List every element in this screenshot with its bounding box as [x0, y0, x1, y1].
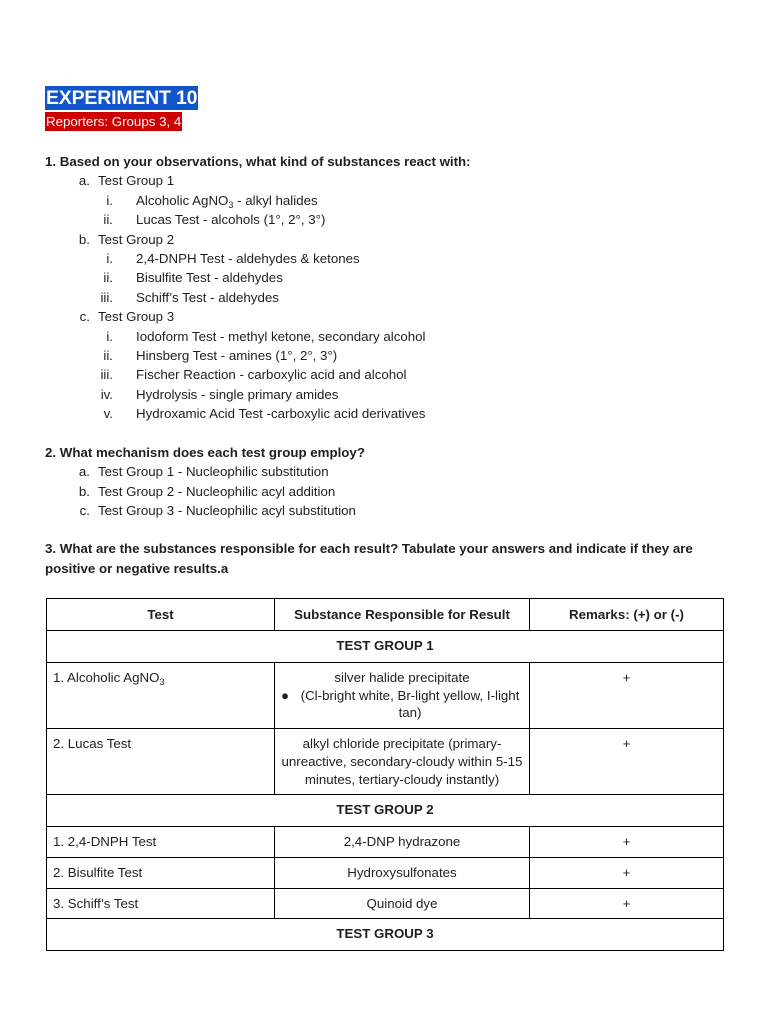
sub-list-text: Hinsberg Test - amines (1°, 2°, 3°) — [136, 348, 338, 364]
list-item-text: Test Group 1 - Nucleophilic substitution — [98, 464, 329, 480]
sub-list-text — [113, 191, 318, 210]
sub-list-text: 2,4-DNPH Test - aldehydes & ketones — [136, 251, 360, 267]
list-marker: ii. — [103, 212, 113, 228]
sub-list-item — [45, 191, 725, 210]
list-marker: c. — [79, 502, 90, 518]
sub-list-text: Hydroxamic Acid Test -carboxylic acid derivatives — [136, 406, 426, 422]
group-label: TEST GROUP 3 — [47, 919, 724, 951]
substance-detail: (Cl-bright white, Br-light yellow, I-light tan) — [300, 687, 520, 721]
list-item-label: Test Group 2 — [98, 231, 175, 247]
list-marker: a. — [78, 464, 90, 480]
list-marker: b. — [78, 231, 90, 247]
list-item-group-2 — [45, 230, 725, 249]
sub-list-text: Lucas Test - alcohols (1°, 2°, 3°) — [136, 212, 326, 228]
group-header-row — [47, 795, 724, 827]
sub-list-item — [45, 385, 725, 404]
substance-cell: 2,4-DNP hydrazone — [275, 827, 530, 858]
test-cell: 2. Lucas Test — [47, 729, 275, 795]
list-marker: iv. — [100, 386, 113, 402]
list-item-text: Test Group 3 - Nucleophilic acyl substitution — [98, 502, 356, 518]
sub-list-item — [45, 327, 725, 346]
table-row — [47, 857, 724, 888]
list-marker: c. — [79, 309, 90, 325]
substance-cell: alkyl chloride precipitate (primary-unreactive, secondary-cloudy within 5-15 minutes, tertiary-cloudy instantly) — [275, 729, 530, 795]
list-marker: i. — [106, 192, 113, 208]
sub-list-item — [45, 346, 725, 365]
sub-list-item — [45, 404, 725, 423]
test-cell: 3. Schiff’s Test — [47, 888, 275, 919]
list-item-group-1 — [45, 171, 725, 190]
list-marker: ii. — [103, 270, 113, 286]
list-marker: ii. — [103, 348, 113, 364]
text-part: Alcoholic AgNO — [136, 192, 229, 208]
table-row — [47, 729, 724, 795]
test-cell: 1. 2,4-DNPH Test — [47, 827, 275, 858]
bullet-item — [281, 687, 523, 722]
substance-cell: Hydroxysulfonates — [275, 857, 530, 888]
page-title: EXPERIMENT 10 — [46, 87, 198, 109]
substance-cell: Quinoid dye — [275, 888, 530, 919]
sub-list-text: Iodoform Test - methyl ketone, secondary alcohol — [136, 328, 426, 344]
group-header-row — [47, 919, 724, 951]
list-item-label: Test Group 3 — [98, 309, 175, 325]
list-marker: a. — [78, 173, 90, 189]
table-header-row — [47, 599, 724, 631]
column-header-test: Test — [47, 599, 275, 631]
substance-text: silver halide precipitate — [334, 670, 470, 685]
list-marker: v. — [103, 406, 113, 422]
list-item-label: Test Group 1 — [98, 173, 175, 189]
sub-list-item — [45, 365, 725, 384]
sub-list-text: Schiff’s Test - aldehydes — [136, 289, 279, 305]
bullet-icon: ● — [281, 687, 290, 703]
remark-cell: + — [530, 827, 724, 858]
subscript: 3 — [228, 199, 234, 210]
sub-list-item — [45, 288, 725, 307]
list-item — [45, 501, 725, 520]
sub-list-item — [45, 268, 725, 287]
list-item-text: Test Group 2 - Nucleophilic acyl addition — [98, 483, 336, 499]
sub-list-item — [45, 210, 725, 229]
table-row — [47, 888, 724, 919]
group-label: TEST GROUP 2 — [47, 795, 724, 827]
sub-list-text: Hydrolysis - single primary amides — [136, 386, 339, 402]
group-label: TEST GROUP 1 — [47, 631, 724, 663]
sub-list-text: Fischer Reaction - carboxylic acid and alcohol — [136, 367, 407, 383]
list-marker: iii. — [100, 289, 113, 305]
substance-cell — [275, 663, 530, 729]
question-2: 2. What mechanism does each test group employ? — [45, 444, 365, 460]
question-1: 1. Based on your observations, what kind of substances react with: — [45, 154, 471, 169]
test-cell — [47, 663, 275, 729]
list-marker: iii. — [100, 367, 113, 383]
reporters-label: Reporters: Groups 3, 4 — [46, 114, 182, 129]
remark-cell: + — [530, 729, 724, 795]
group-header-row — [47, 631, 724, 663]
remark-cell: + — [530, 663, 724, 729]
list-item-group-3 — [45, 307, 725, 326]
list-item — [45, 482, 725, 501]
table-row — [47, 827, 724, 858]
test-cell: 2. Bisulfite Test — [47, 857, 275, 888]
remark-cell: + — [530, 857, 724, 888]
remark-cell: + — [530, 888, 724, 919]
list-item — [45, 462, 725, 481]
subscript: 3 — [159, 677, 165, 687]
sub-list-text: Bisulfite Test - aldehydes — [136, 270, 283, 286]
sub-list-item — [45, 249, 725, 268]
table-row — [47, 663, 724, 729]
results-table — [46, 598, 724, 951]
list-marker: b. — [78, 483, 90, 499]
document-page — [45, 86, 725, 579]
text-part: 1. Alcoholic AgNO — [53, 670, 160, 685]
text-part: - alkyl halides — [233, 192, 318, 208]
list-marker: i. — [106, 251, 113, 267]
column-header-substance: Substance Responsible for Result — [275, 599, 530, 631]
question-3: 3. What are the substances responsible for each result? Tabulate your answers and indicate if they are positive or negative results.a — [45, 541, 693, 577]
column-header-remarks: Remarks: (+) or (-) — [530, 599, 724, 631]
list-marker: i. — [106, 328, 113, 344]
